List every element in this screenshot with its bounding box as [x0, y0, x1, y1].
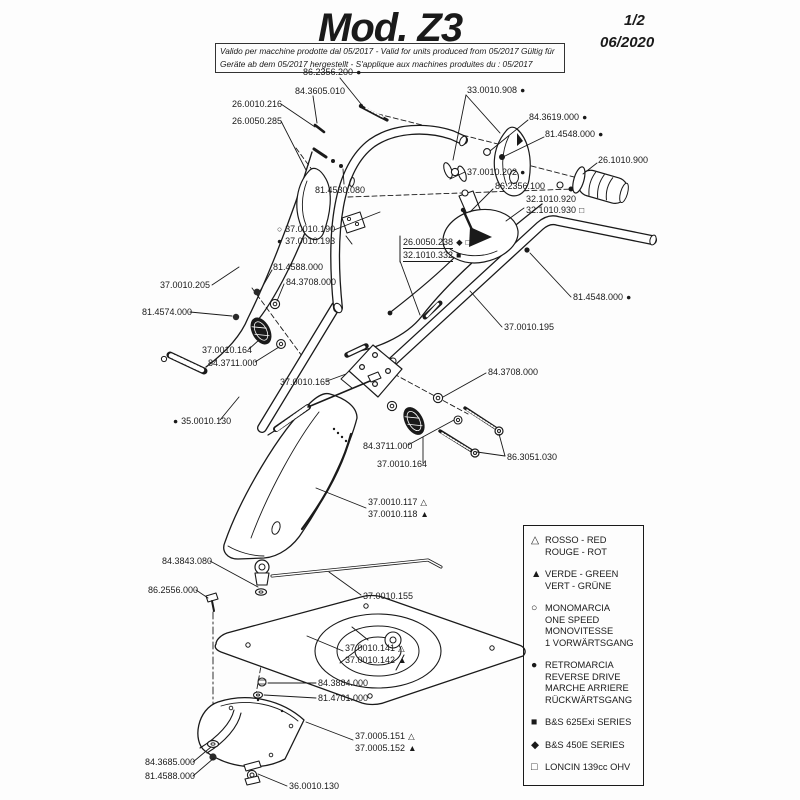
legend-item-text: MONOMARCIA ONE SPEED MONOVITESSE 1 VORWÄRTSGANG	[545, 603, 634, 648]
filled-triangle-icon: ▲	[420, 509, 429, 519]
part-label	[173, 416, 231, 426]
part-number-text: 81.4548.000	[573, 292, 624, 302]
leader-line	[212, 267, 239, 285]
legend-item	[531, 569, 639, 592]
part-label	[232, 99, 282, 109]
part-label	[526, 205, 584, 215]
part-number-text: 32.1010.930	[526, 205, 577, 215]
part-label	[507, 452, 557, 462]
part-label	[273, 262, 323, 272]
part-label	[145, 771, 195, 781]
part-label	[345, 655, 406, 665]
leader-line	[499, 434, 505, 456]
open-triangle-icon: △	[531, 534, 540, 546]
filled-diamond-icon: ◆	[531, 738, 540, 751]
legend-item	[531, 603, 639, 649]
part-number-text: 37.0010.190	[285, 224, 336, 234]
part-number-text: 81.4588.000	[145, 771, 196, 781]
deflector-plate	[198, 698, 304, 785]
part-number-text: 86.2356.100	[495, 181, 546, 191]
part-number-text: 35.0010.130	[181, 416, 232, 426]
filled-circle-icon: ●	[520, 85, 526, 95]
leader-line	[193, 758, 214, 776]
part-number-text: 84.3708.000	[286, 277, 337, 287]
part-label	[145, 757, 195, 767]
open-square-icon: □	[531, 761, 538, 773]
part-number-text: 36.0010.130	[289, 781, 340, 791]
part-number-text: 37.0005.151	[355, 731, 406, 741]
part-label	[467, 167, 525, 177]
leader-line	[210, 561, 258, 587]
part-number-text: 37.0005.152	[355, 743, 406, 753]
part-number-text: 84.3884.000	[318, 678, 369, 688]
part-label	[202, 345, 252, 355]
legend-item-text: RETROMARCIA REVERSE DRIVE MARCHE ARRIERE RÜCKWÄRTSGANG	[545, 660, 633, 705]
filled-triangle-icon: ▲	[531, 568, 542, 580]
leader-line	[477, 452, 505, 456]
filled-circle-icon: ●	[531, 659, 538, 671]
part-label	[289, 781, 339, 791]
page-number: 1/2	[624, 12, 645, 29]
part-number-text: 37.0010.202	[467, 167, 518, 177]
part-label	[162, 556, 212, 566]
leader-line	[255, 347, 279, 362]
filled-square-icon: ■	[531, 716, 538, 728]
legend-item	[531, 660, 639, 706]
leader-line	[190, 312, 232, 316]
legend-item	[531, 535, 639, 558]
part-number-text: 84.3619.000	[529, 112, 580, 122]
validity-note	[215, 43, 565, 73]
validity-note-line2: Geräte ab dem 05/2017 hergestellt - S'applique aux machines produites du : 05/2017	[220, 58, 533, 69]
part-number-text: 84.3711.000	[208, 358, 258, 368]
part-label	[488, 367, 538, 377]
filled-circle-icon: ●	[356, 67, 362, 77]
open-square-icon: □	[465, 237, 471, 247]
part-label	[467, 85, 525, 95]
part-number-text: 37.0010.117	[368, 497, 418, 507]
part-number-text: 37.0010.205	[160, 280, 211, 290]
part-label	[529, 112, 587, 122]
part-number-text: 37.0010.164	[377, 459, 428, 469]
leader-line	[193, 747, 211, 762]
filled-circle-icon: ●	[277, 236, 283, 246]
open-triangle-icon: △	[408, 731, 415, 741]
part-number-text: 33.0010.908	[467, 85, 518, 95]
part-label	[403, 250, 461, 260]
part-number-text: 84.3711.000	[363, 441, 413, 451]
filled-triangle-icon: ▲	[408, 743, 417, 753]
swivel-rod	[255, 560, 441, 595]
part-label	[295, 86, 345, 96]
revision-date: 06/2020	[600, 34, 655, 51]
filled-circle-icon: ●	[520, 167, 526, 177]
part-number-text: 84.3843.080	[162, 556, 213, 566]
part-number-text: 26.1010.900	[598, 155, 649, 165]
part-number-text: 32.1010.920	[526, 194, 577, 204]
part-label	[345, 643, 405, 653]
leader-line	[506, 208, 524, 221]
part-number-text: 84.3708.000	[488, 367, 539, 377]
filled-square-icon: ■	[456, 250, 462, 260]
part-number-text: 81.4530.080	[315, 185, 366, 195]
part-number-text: 84.3605.010	[295, 86, 346, 96]
part-label	[318, 693, 368, 703]
part-label	[355, 743, 416, 753]
part-label	[368, 497, 427, 507]
part-number-text: 37.0010.141	[345, 643, 396, 653]
part-number-text: 37.0010.118	[368, 509, 418, 519]
part-label	[303, 67, 361, 77]
part-number-text: 84.3685.000	[145, 757, 196, 767]
part-label	[286, 277, 336, 287]
leader-line	[306, 722, 353, 740]
legend-item-text: VERDE - GREEN VERT - GRÜNE	[545, 569, 619, 591]
leader-line	[281, 104, 315, 127]
part-number-text: 86.2356.200	[303, 67, 354, 77]
leader-line	[258, 774, 287, 786]
open-triangle-icon: △	[420, 497, 427, 507]
leader-line	[453, 95, 466, 160]
part-number-text: 86.2556.000	[148, 585, 199, 595]
model-title: Mod. Z3	[318, 6, 463, 50]
part-label	[368, 509, 429, 519]
part-label	[598, 155, 648, 165]
leader-line	[530, 253, 571, 297]
part-label	[277, 224, 335, 234]
legend-item-text: B&S 625Exi SERIES	[545, 717, 632, 727]
filled-circle-icon: ●	[173, 416, 179, 426]
leader-line	[443, 373, 486, 397]
part-label	[280, 377, 330, 387]
validity-note-line1: Valido per macchine prodotte dal 05/2017 - Valid for units produced from 05/2017 Gültig für	[220, 46, 555, 56]
part-label	[504, 322, 554, 332]
part-number-text: 81.4574.000	[142, 307, 193, 317]
leader-line	[260, 270, 272, 291]
part-label	[377, 459, 427, 469]
part-label	[573, 292, 631, 302]
open-square-icon: □	[579, 205, 585, 215]
part-label	[363, 441, 412, 451]
open-circle-icon: ○	[531, 602, 538, 614]
part-number-text: 26.0050.238	[403, 237, 454, 247]
part-number-text: 37.0010.165	[280, 377, 331, 387]
legend-item	[531, 717, 639, 729]
part-number-text: 37.0010.164	[202, 345, 253, 355]
legend-item-text: B&S 450E SERIES	[545, 739, 625, 750]
leader-line	[466, 95, 500, 133]
part-label	[363, 591, 413, 601]
filled-circle-icon: ●	[626, 292, 632, 302]
top-stud	[359, 104, 387, 120]
part-label	[403, 237, 471, 247]
part-label	[160, 280, 210, 290]
part-label	[148, 585, 198, 595]
filled-circle-icon: ●	[598, 129, 604, 139]
legend-item-text: LONCIN 139cc OHV	[545, 762, 631, 772]
open-triangle-icon: △	[398, 643, 405, 653]
part-label	[232, 116, 282, 126]
leader-line	[281, 121, 306, 170]
filled-circle-icon: ●	[582, 112, 588, 122]
open-circle-icon: ○	[277, 224, 283, 234]
part-number-text: 26.0050.285	[232, 116, 283, 126]
part-label	[208, 358, 257, 368]
leader-line	[400, 261, 420, 315]
filled-triangle-icon: ▲	[398, 655, 407, 665]
part-number-text: 32.1010.332	[403, 250, 454, 260]
legend-item	[531, 762, 639, 774]
part-label	[142, 307, 192, 317]
part-number-text: 81.4548.000	[545, 129, 596, 139]
part-number-text: 37.0010.193	[285, 236, 336, 246]
part-label	[277, 236, 335, 246]
leader-line	[470, 291, 502, 327]
legend-item-text: ROSSO - RED ROUGE - ROT	[545, 535, 607, 557]
part-label	[526, 194, 576, 204]
part-number-text: 37.0010.195	[504, 322, 555, 332]
filled-diamond-icon: ◆	[456, 237, 463, 247]
part-label	[495, 181, 545, 191]
legend-item	[531, 740, 639, 752]
part-number-text: 37.0010.142	[345, 655, 396, 665]
part-label	[545, 129, 603, 139]
leader-line	[277, 284, 284, 301]
part-label	[315, 185, 365, 195]
handle-grip	[570, 166, 631, 207]
part-label	[355, 731, 415, 741]
part-number-text: 26.0010.216	[232, 99, 283, 109]
leader-line	[329, 572, 361, 595]
leader-line	[313, 96, 317, 123]
leader-line	[264, 695, 316, 698]
part-label	[318, 678, 368, 688]
part-number-text: 81.4701.000	[318, 693, 369, 703]
part-number-text: 86.3051.030	[507, 452, 558, 462]
part-number-text: 37.0010.155	[363, 591, 414, 601]
part-number-text: 81.4588.000	[273, 262, 324, 272]
legend-box	[523, 525, 644, 786]
